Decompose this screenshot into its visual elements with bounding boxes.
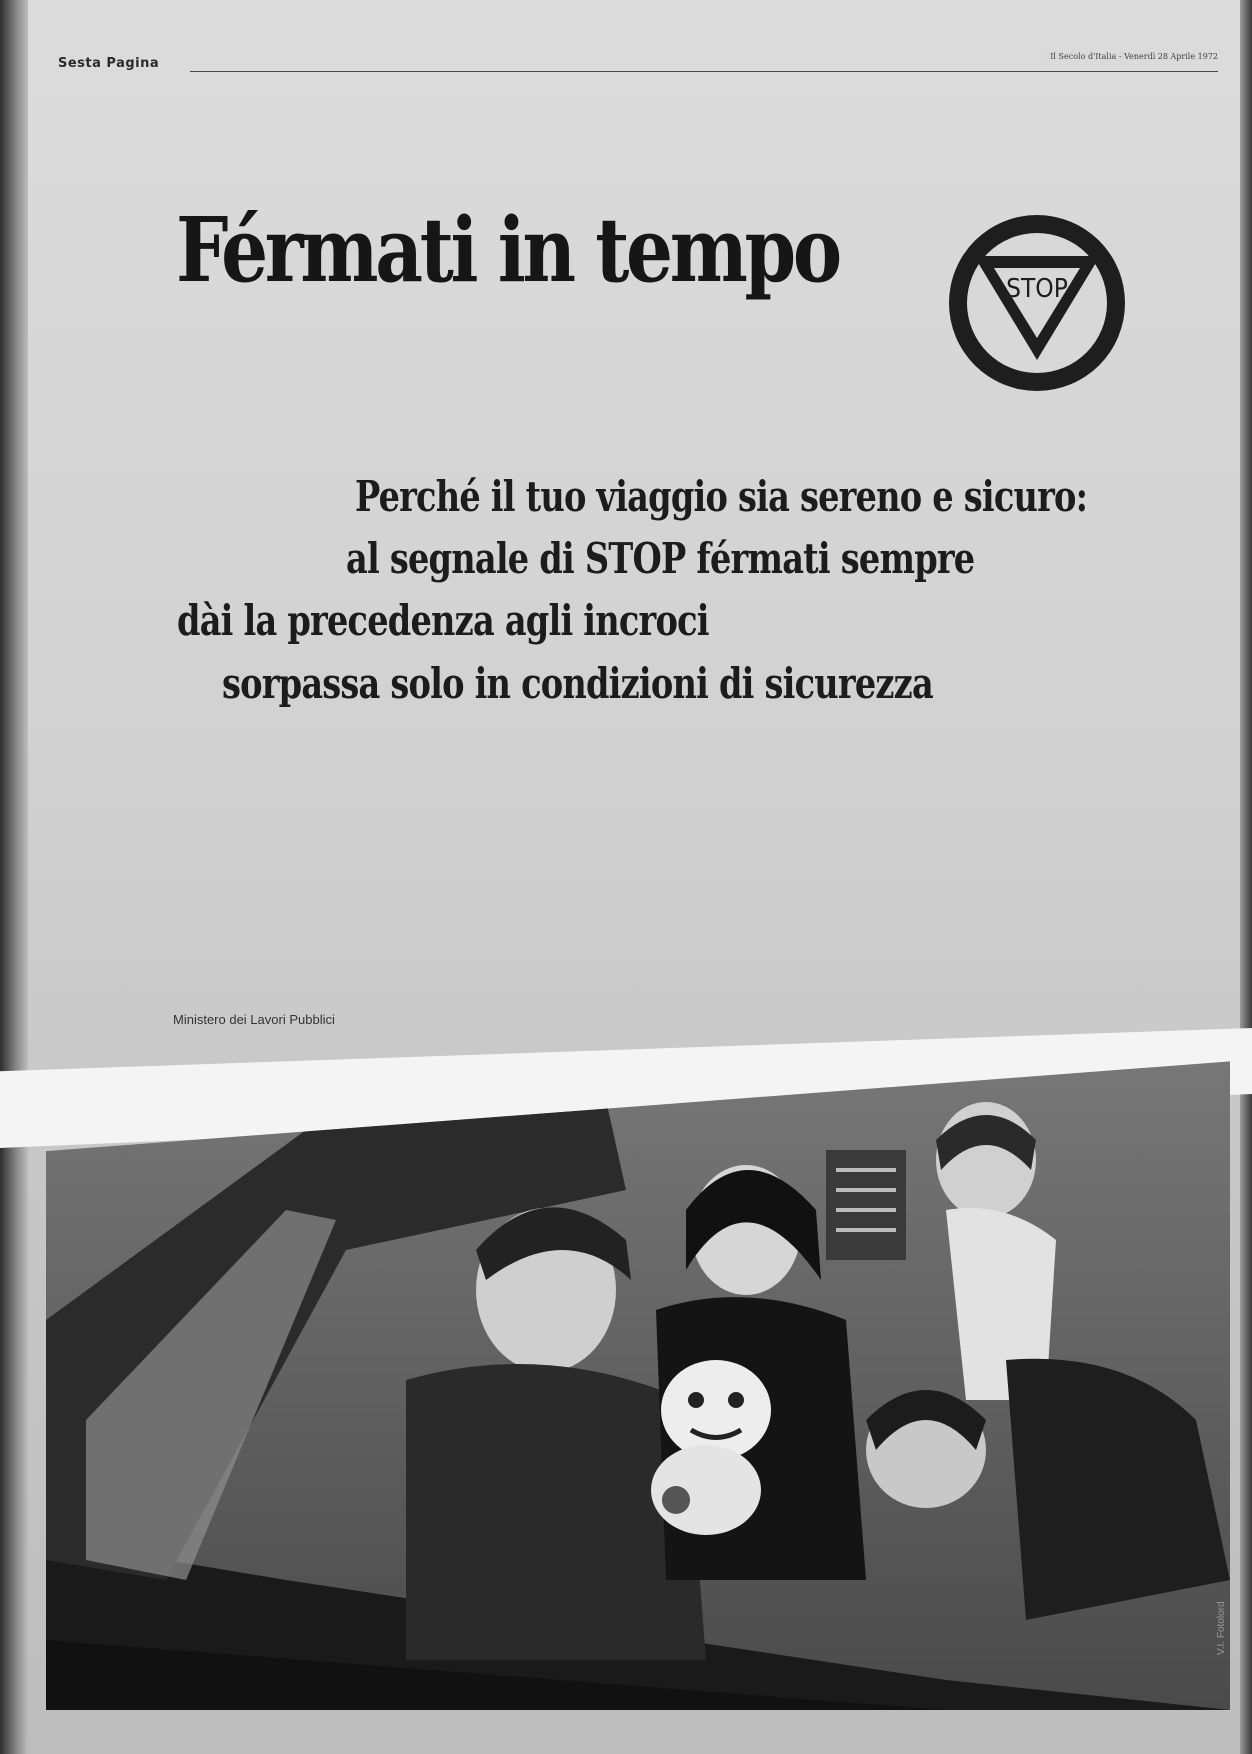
page-right-edge — [1240, 0, 1252, 1754]
sponsor-credit: Ministero dei Lavori Pubblici — [173, 1012, 335, 1027]
publication-date-line: Il Secolo d'Italia - Venerdì 28 Aprile 1972 — [1044, 52, 1218, 61]
copy-line-3: dài la precedenza agli incroci — [177, 596, 709, 645]
headline: Férmati in tempo — [176, 197, 839, 302]
copy-line-4: sorpassa solo in condizioni di sicurezza — [222, 659, 933, 708]
header-rule — [190, 71, 1218, 72]
stop-sign-icon — [944, 210, 1130, 396]
stop-sign-label: STOP — [1006, 274, 1068, 304]
copy-line-1: Perché il tuo viaggio sia sereno e sicuro: — [355, 472, 1088, 521]
page-section-label: Sesta Pagina — [58, 56, 160, 71]
photo-credit: V.I. Fotolord — [1216, 1601, 1227, 1655]
copy-line-2: al segnale di STOP férmati sempre — [346, 534, 975, 583]
page-left-edge — [0, 0, 28, 1754]
running-header — [58, 52, 1218, 80]
